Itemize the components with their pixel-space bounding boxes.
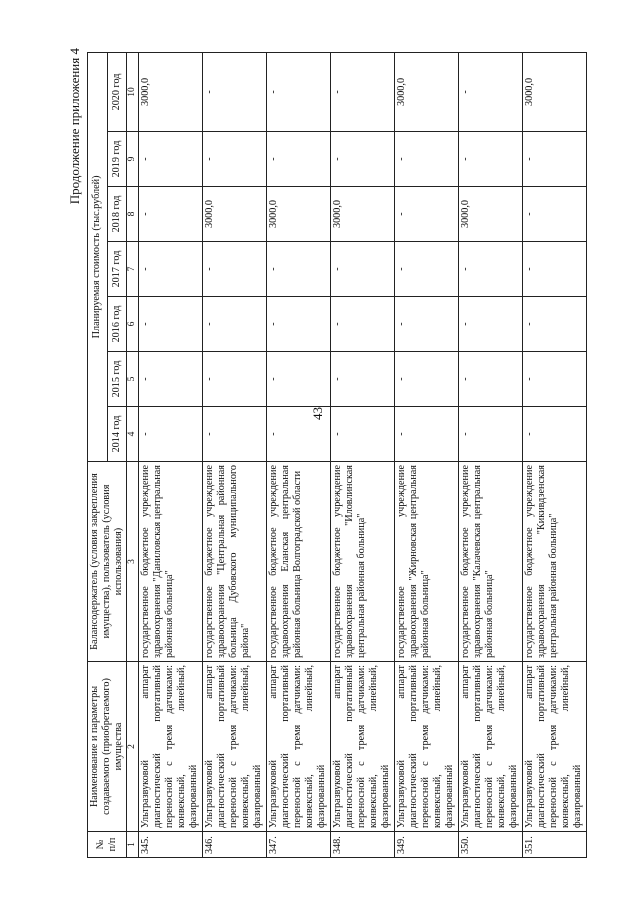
property-table (87, 52, 587, 858)
cost-cell: - (523, 407, 587, 462)
balance-holder: государственное бюджетное учреждение здравоохранения "Даниловская центральная районная больница" (139, 462, 203, 662)
cost-cell: - (331, 352, 395, 407)
column-number: 9 (127, 132, 139, 187)
cost-cell: - (331, 297, 395, 352)
page-number: 43 (310, 407, 325, 420)
cost-cell: - (523, 132, 587, 187)
cost-cell: - (523, 187, 587, 242)
cost-cell: - (203, 297, 267, 352)
cost-cell: - (139, 352, 203, 407)
table-row (331, 52, 395, 857)
cost-cell: - (331, 407, 395, 462)
table-row (139, 52, 203, 857)
cost-cell: - (523, 352, 587, 407)
header-year: 2016 год (107, 297, 127, 352)
cost-cell: - (459, 52, 523, 131)
cost-cell: 3000,0 (331, 187, 395, 242)
item-name: Ультразвуковой аппарат диагностический портативный переносной с тремя датчиками: конвексный, линейный, фазированный (139, 662, 203, 832)
item-name: Ультразвуковой аппарат диагностический портативный переносной с тремя датчиками: конвексный, линейный, фазированный (523, 662, 587, 832)
balance-holder: государственное бюджетное учреждение здравоохранения "Калачевская центральная районная больница" (459, 462, 523, 662)
table-row (203, 52, 267, 857)
cost-cell: - (331, 132, 395, 187)
table-row (395, 52, 459, 857)
cost-cell: - (459, 352, 523, 407)
cost-cell: - (395, 242, 459, 297)
header-year: 2014 год (107, 407, 127, 462)
cost-cell: 3000,0 (267, 187, 331, 242)
row-number: 346. (203, 832, 267, 858)
column-number: 3 (127, 462, 139, 662)
header-cost-group: Планируемая стоимость (тыс.рублей) (88, 52, 108, 461)
cost-cell: - (139, 297, 203, 352)
cost-cell: - (395, 187, 459, 242)
row-number: 351. (523, 832, 587, 858)
cost-cell: - (459, 242, 523, 297)
cost-cell: - (395, 352, 459, 407)
cost-cell: - (459, 297, 523, 352)
header-year: 2019 год (107, 132, 127, 187)
cost-cell: - (459, 132, 523, 187)
header-year: 2020 год (107, 52, 127, 131)
header-name: Наименование и параметры создаваемого (приобретаемого) имущества (88, 662, 127, 832)
cost-cell: - (203, 242, 267, 297)
column-number: 4 (127, 407, 139, 462)
column-number: 8 (127, 187, 139, 242)
cost-cell: - (331, 242, 395, 297)
cost-cell: - (203, 132, 267, 187)
cost-cell: - (267, 242, 331, 297)
item-name: Ультразвуковой аппарат диагностический портативный переносной с тремя датчиками: конвексный, линейный, фазированный (331, 662, 395, 832)
table-row (267, 52, 331, 857)
cost-cell: - (395, 407, 459, 462)
cost-cell: - (459, 407, 523, 462)
cost-cell: - (203, 52, 267, 131)
row-number: 349. (395, 832, 459, 858)
header-year: 2017 год (107, 242, 127, 297)
cost-cell: - (395, 132, 459, 187)
annex-title: Продолжение приложения 4 (67, 48, 82, 205)
table-row (459, 52, 523, 857)
column-number: 2 (127, 662, 139, 832)
cost-cell: - (267, 132, 331, 187)
cost-cell: - (267, 407, 331, 462)
balance-holder: государственное учреждение здравоохранения "Жирновская центральная районная больница" (395, 462, 459, 662)
cost-cell: - (267, 352, 331, 407)
cost-cell: - (203, 407, 267, 462)
cost-cell: 3000,0 (203, 187, 267, 242)
cost-cell: - (139, 407, 203, 462)
column-number: 6 (127, 297, 139, 352)
cost-cell: - (395, 297, 459, 352)
item-name: Ультразвуковой аппарат диагностический портативный переносной с тремя датчиками: конвексный, линейный, фазированный (395, 662, 459, 832)
item-name: Ультразвуковой аппарат диагностический портативный переносной с тремя датчиками: конвексный, линейный, фазированный (203, 662, 267, 832)
column-number: 7 (127, 242, 139, 297)
header-holder: Балансодержатель (условия закрепления имущества), пользователь (условия использования) (88, 462, 127, 662)
cost-cell: 3000,0 (395, 52, 459, 131)
cost-cell: - (139, 242, 203, 297)
balance-holder: государственное бюджетное учреждение здравоохранения "Центральная районная больница Дубовского муниципального района" (203, 462, 267, 662)
balance-holder: государственное бюджетное учреждение здравоохранения "Иловлинская центральная районная больница" (331, 462, 395, 662)
row-number: 345. (139, 832, 203, 858)
balance-holder: государственное бюджетное учреждение здравоохранения "Кикивдзенская центральная районная больница" (523, 462, 587, 662)
item-name: Ультразвуковой аппарат диагностический портативный переносной с тремя датчиками: конвексный, линейный, фазированный (267, 662, 331, 832)
rotated-page-content (67, 48, 587, 858)
column-number: 10 (127, 52, 139, 131)
header-num: № п/п (88, 832, 127, 858)
cost-cell: - (331, 52, 395, 131)
row-number: 347. (267, 832, 331, 858)
header-year: 2018 год (107, 187, 127, 242)
column-number: 5 (127, 352, 139, 407)
cost-cell: - (139, 187, 203, 242)
cost-cell: - (267, 297, 331, 352)
cost-cell: 3000,0 (139, 52, 203, 131)
cost-cell: 3000,0 (523, 52, 587, 131)
row-number: 348. (331, 832, 395, 858)
cost-cell: - (267, 52, 331, 131)
header-year: 2015 год (107, 352, 127, 407)
balance-holder: государственное бюджетное учреждение здравоохранения Еланская центральная районная больница Волгоградской области (267, 462, 331, 662)
table-row (523, 52, 587, 857)
cost-cell: 3000,0 (459, 187, 523, 242)
cost-cell: - (203, 352, 267, 407)
row-number: 350. (459, 832, 523, 858)
column-number: 1 (127, 832, 139, 858)
cost-cell: - (523, 242, 587, 297)
cost-cell: - (139, 132, 203, 187)
cost-cell: - (523, 297, 587, 352)
item-name: Ультразвуковой аппарат диагностический портативный переносной с тремя датчиками: конвексный, линейный, фазированный (459, 662, 523, 832)
